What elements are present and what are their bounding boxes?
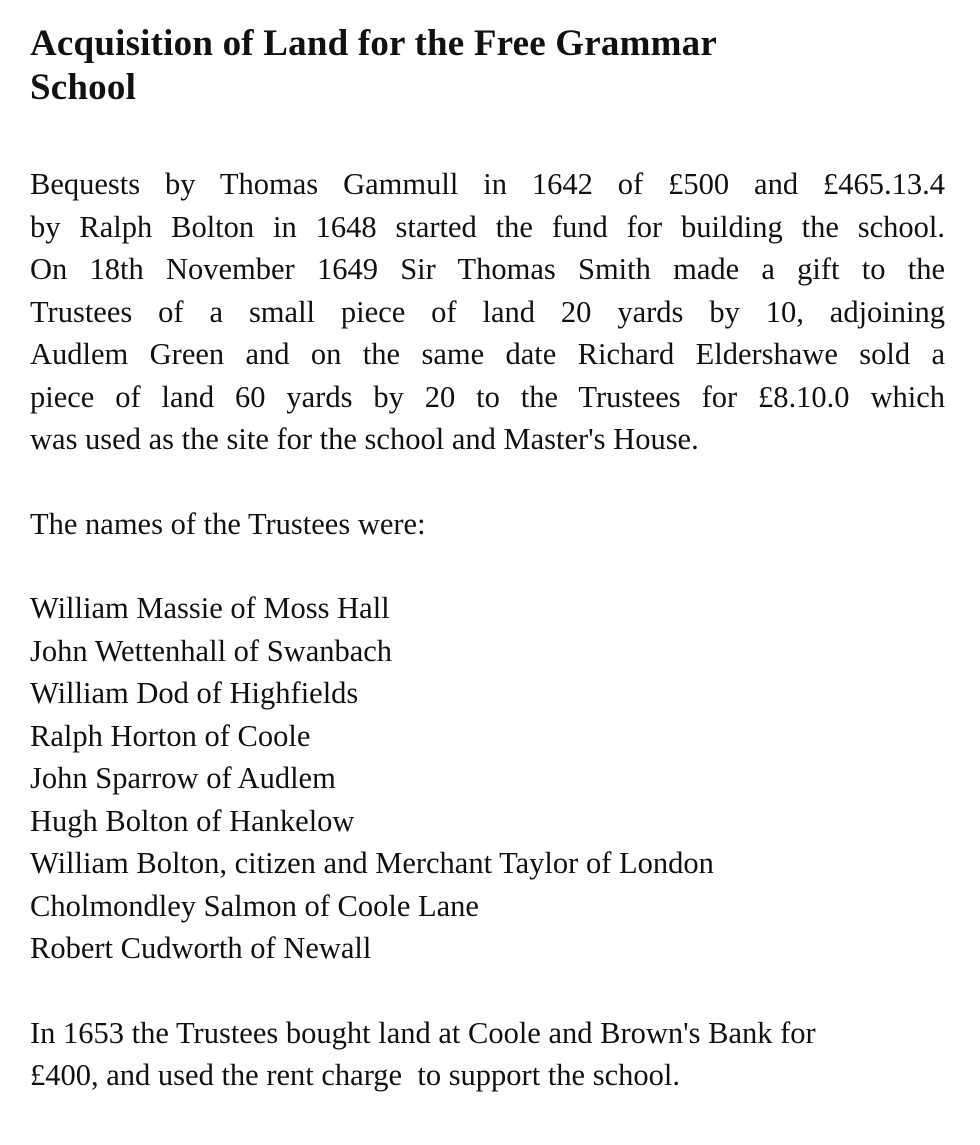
closing-paragraph bbox=[30, 1012, 945, 1097]
paragraph-line: by Ralph Bolton in 1648 started the fund for building the school. bbox=[30, 209, 945, 244]
trustee-item: Robert Cudworth of Newall bbox=[30, 931, 372, 965]
document-page bbox=[30, 22, 945, 1097]
paragraph-line: piece of land 60 yards by 20 to the Trustees for £8.10.0 which bbox=[30, 379, 945, 414]
trustee-item: John Sparrow of Audlem bbox=[30, 761, 336, 795]
trustee-item: John Wettenhall of Swanbach bbox=[30, 633, 393, 668]
document-title bbox=[30, 22, 945, 110]
trustee-item: Hugh Bolton of Hankelow bbox=[30, 803, 355, 838]
trustee-item: William Massie of Moss Hall bbox=[30, 591, 390, 625]
trustee-item: Ralph Horton of Coole bbox=[30, 718, 311, 753]
title-line-1: Acquisition of Land for the Free Grammar bbox=[30, 23, 717, 64]
paragraph-line: Audlem Green and on the same date Richard Eldershawe sold a bbox=[30, 337, 945, 371]
trustees-intro: The names of the Trustees were: bbox=[30, 506, 426, 541]
bequests-paragraph bbox=[30, 163, 945, 461]
trustees-list bbox=[30, 587, 945, 970]
title-line-2: School bbox=[30, 67, 137, 108]
paragraph-line: On 18th November 1649 Sir Thomas Smith made a gift to the bbox=[30, 252, 945, 286]
paragraph-line: Bequests by Thomas Gammull in 1642 of £500 and £465.13.4 bbox=[30, 167, 945, 201]
paragraph-line: was used as the site for the school and Master's House. bbox=[30, 422, 699, 456]
trustee-item: William Dod of Highfields bbox=[30, 676, 359, 710]
paragraph-line: Trustees of a small piece of land 20 yards by 10, adjoining bbox=[30, 294, 945, 329]
closing-line: £400, and used the rent charge to support the school. bbox=[30, 1058, 680, 1092]
trustee-item: William Bolton, citizen and Merchant Taylor of London bbox=[30, 846, 714, 880]
closing-line: In 1653 the Trustees bought land at Coole and Brown's Bank for bbox=[30, 1015, 816, 1050]
trustee-item: Cholmondley Salmon of Coole Lane bbox=[30, 888, 479, 923]
